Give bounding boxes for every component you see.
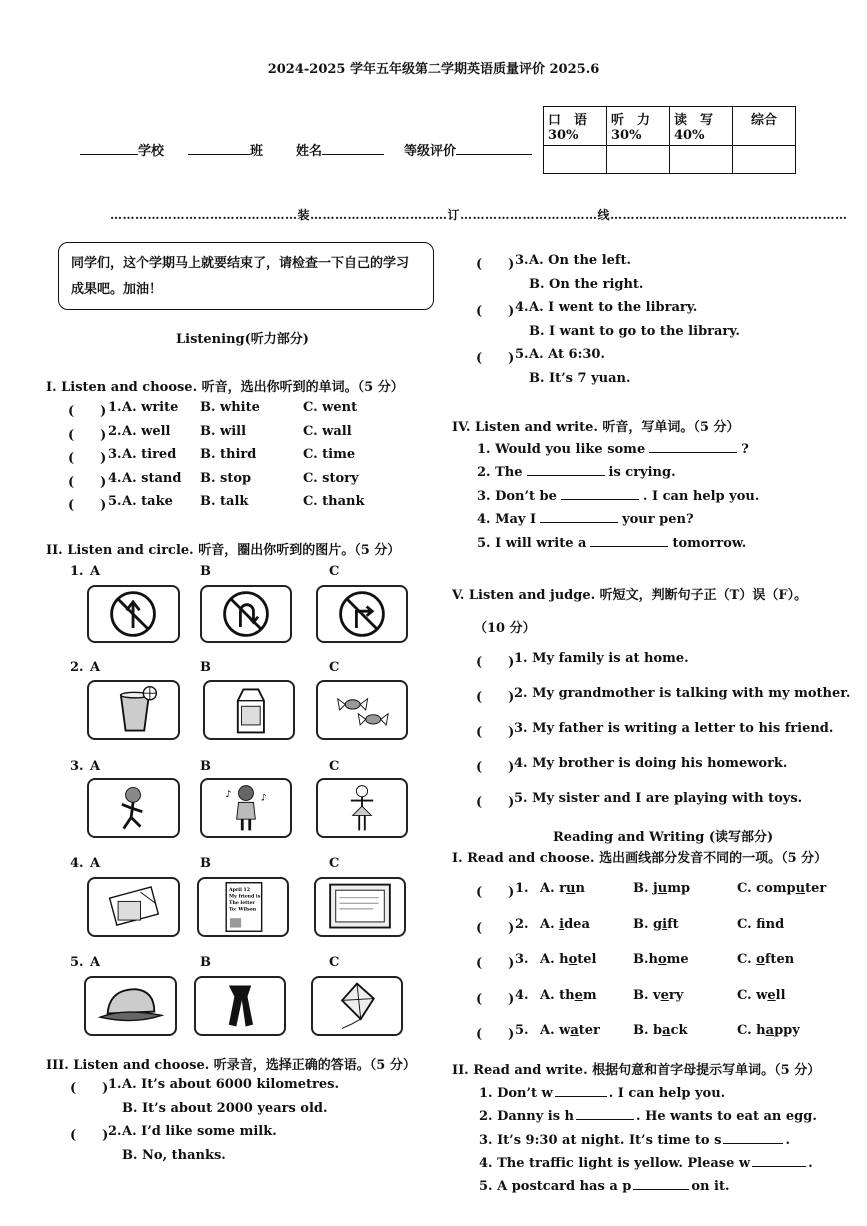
binding-line: ………………………………………装……………………………订……………………………线………………………………………………… [110, 208, 848, 222]
row-label-a: A [90, 564, 101, 579]
row-label-c: C [329, 759, 340, 774]
cap-picture[interactable] [84, 976, 177, 1036]
option-b: B. jump [633, 881, 691, 896]
item-number: 5. [515, 347, 529, 362]
sentence-start: 1. Would you like some [477, 442, 646, 457]
sentence-end: ? [741, 442, 749, 457]
item-number: 4. [108, 471, 122, 486]
l5-points: （10 分） [474, 621, 536, 636]
l2-title: II. Listen and circle. 听音，圈出你听到的图片。（5 分） [46, 543, 401, 558]
item-number: 4. [515, 300, 529, 315]
option-a: A. At 6:30. [529, 347, 605, 362]
option-b: B. stop [200, 471, 252, 486]
item-number: 5. [515, 1023, 529, 1038]
answer-blank[interactable] [561, 487, 639, 500]
statement: 3. My father is writing a letter to his friend. [514, 721, 834, 736]
row-label-a: A [90, 660, 101, 675]
row-number: 1. [70, 564, 84, 579]
l1-title: I. Listen and choose. 听音，选出你听到的单词。（5 分） [46, 380, 404, 395]
score-header-total: 综合 [733, 107, 796, 146]
option-b: B. third [200, 447, 257, 462]
item-number: 1. [108, 1077, 122, 1092]
write-line: 1. Don’t w . I can help you. [479, 1086, 726, 1101]
notice-box: 同学们，这个学期马上就要结束了，请检查一下自己的学习成果吧。加油！ [58, 242, 434, 310]
row-label-c: C [329, 955, 340, 970]
answer-paren[interactable]: ( ) [68, 475, 107, 490]
item-number: 2. [515, 917, 529, 932]
sentence-end: tomorrow. [672, 536, 747, 551]
write-line [477, 534, 746, 551]
answer-paren[interactable]: ( ) [476, 885, 515, 900]
option-c: C. often [737, 952, 795, 967]
option-c: C. story [303, 471, 359, 486]
name-label: 姓名 [296, 144, 323, 159]
answer-paren[interactable]: ( ) [476, 921, 515, 936]
item-number: 3. [515, 253, 529, 268]
score-header-oral: 口 语 30% [544, 107, 607, 146]
answer-blank[interactable] [527, 463, 605, 476]
option-c: C. computer [737, 881, 827, 896]
option-a: A. well [122, 424, 171, 439]
option-b: B. talk [200, 494, 249, 509]
name-field[interactable] [296, 140, 384, 159]
item-number: 1. [515, 881, 529, 896]
computer-screen-picture[interactable] [314, 877, 406, 937]
answer-blank[interactable] [723, 1131, 783, 1144]
dancing-girl-picture[interactable] [316, 778, 408, 838]
answer-blank[interactable] [555, 1084, 607, 1097]
statement: 1. My family is at home. [514, 651, 689, 666]
school-label: 学校 [138, 144, 165, 159]
answer-paren[interactable]: ( ) [476, 992, 515, 1007]
statement: 2. My grandmother is talking with my mother. [514, 686, 851, 701]
option-a: A. I went to the library. [529, 300, 698, 315]
running-girl-picture[interactable] [87, 778, 180, 838]
answer-blank[interactable] [752, 1154, 806, 1167]
option-a: A. write [122, 400, 179, 415]
answer-paren[interactable]: ( ) [476, 304, 515, 319]
sentence-start: 3. Don’t be [477, 489, 557, 504]
answer-blank[interactable] [540, 510, 618, 523]
no-straight-sign-picture[interactable] [87, 585, 180, 643]
answer-blank[interactable] [633, 1177, 689, 1190]
option-b: B. No, thanks. [122, 1148, 226, 1163]
score-table [543, 106, 796, 174]
write-line [477, 487, 759, 504]
letter-picture[interactable] [197, 877, 289, 937]
answer-paren[interactable]: ( ) [70, 1081, 109, 1096]
sentence-end: . I can help you. [642, 489, 760, 504]
row-label-c: C [329, 660, 340, 675]
score-cell[interactable] [607, 146, 670, 174]
row-label-b: B [200, 660, 211, 675]
letter-line: To: Wilson [229, 907, 257, 913]
postcard-picture[interactable] [87, 877, 180, 937]
answer-paren[interactable]: ( ) [476, 351, 515, 366]
option-c: C. went [303, 400, 358, 415]
row-label-b: B [200, 955, 211, 970]
answer-paren[interactable]: ( ) [476, 795, 515, 810]
l4-title: IV. Listen and write. 听音，写单词。（5 分） [452, 420, 740, 435]
item-number: 4. [515, 988, 529, 1003]
row-number: 3. [70, 759, 84, 774]
class-label: 班 [250, 144, 264, 159]
grade-label: 等级评价 [404, 144, 457, 159]
answer-paren[interactable]: ( ) [476, 1027, 515, 1042]
class-field[interactable] [188, 140, 263, 159]
sentence-end: your pen? [622, 512, 694, 527]
answer-paren[interactable]: ( ) [476, 257, 515, 272]
write-line: 2. Danny is h . He wants to eat an egg. [479, 1109, 817, 1124]
row-number: 2. [70, 660, 84, 675]
option-a: A. I’d like some milk. [122, 1124, 277, 1139]
option-a: A. It’s about 6000 kilometres. [122, 1077, 340, 1092]
r1-title: I. Read and choose. 选出画线部分发音不同的一项。（5 分） [452, 851, 828, 866]
row-label-b: B [200, 564, 211, 579]
score-cell[interactable] [733, 146, 796, 174]
option-b: B. On the right. [529, 277, 644, 292]
row-label-b: B [200, 856, 211, 871]
score-cell[interactable] [670, 146, 733, 174]
row-label-a: A [90, 856, 101, 871]
row-label-b: B [200, 759, 211, 774]
letter-line: The letter [229, 901, 255, 907]
juice-glass-picture[interactable] [87, 680, 180, 740]
option-c: C. thank [303, 494, 365, 509]
score-cell[interactable] [544, 146, 607, 174]
row-number: 5. [70, 955, 84, 970]
item-number: 3. [515, 952, 529, 967]
option-c: C. wall [303, 424, 352, 439]
score-header-rw: 读 写 40% [670, 107, 733, 146]
answer-paren[interactable]: ( ) [68, 404, 107, 419]
write-line [477, 440, 749, 457]
item-number: 2. [108, 1124, 122, 1139]
svg-text:♪: ♪ [225, 788, 232, 800]
milk-carton-picture[interactable] [203, 680, 295, 740]
option-a: A. them [540, 988, 597, 1003]
sentence-end: is crying. [608, 465, 676, 480]
answer-paren[interactable]: ( ) [68, 451, 107, 466]
l3-title: III. Listen and choose. 听录音，选择正确的答语。（5 分） [46, 1058, 416, 1073]
answer-blank[interactable] [649, 440, 737, 453]
option-b: B. very [633, 988, 684, 1003]
kite-picture[interactable] [311, 976, 403, 1036]
option-c: C. fnd [737, 917, 785, 932]
answer-paren[interactable]: ( ) [476, 655, 515, 670]
answer-paren[interactable]: ( ) [476, 690, 515, 705]
item-number: 5. [108, 494, 122, 509]
write-line [477, 510, 694, 527]
svg-text:♪: ♪ [260, 792, 267, 804]
option-c: C. time [303, 447, 356, 462]
option-a: A. water [540, 1023, 600, 1038]
letter-line: April 12 [229, 888, 250, 894]
option-b: B. white [200, 400, 260, 415]
answer-paren[interactable]: ( ) [68, 498, 107, 513]
option-b: B. I want to go to the library. [529, 324, 740, 339]
option-b: B. It’s about 2000 years old. [122, 1101, 328, 1116]
grade-field[interactable] [404, 140, 532, 159]
no-u-turn-sign-picture[interactable] [200, 585, 292, 643]
listening-title: Listening(听力部分) [176, 332, 309, 347]
option-c: C. happy [737, 1023, 800, 1038]
answer-paren[interactable]: ( ) [68, 428, 107, 443]
singing-girl-picture[interactable] [200, 778, 292, 838]
answer-blank[interactable] [590, 534, 668, 547]
option-a: A. On the left. [529, 253, 632, 268]
row-label-a: A [90, 759, 101, 774]
item-number: 2. [108, 424, 122, 439]
write-line [477, 463, 676, 480]
option-a: A. hotel [540, 952, 597, 967]
row-label-a: A [90, 955, 101, 970]
option-b: B. It’s 7 yuan. [529, 371, 631, 386]
item-number: 1. [108, 400, 122, 415]
row-label-c: C [329, 564, 340, 579]
row-label-c: C [329, 856, 340, 871]
l5-title: V. Listen and judge. 听短文，判断句子正（T）误（F）。 [452, 588, 808, 603]
statement: 4. My brother is doing his homework. [514, 756, 788, 771]
sentence-start: 2. The [477, 465, 523, 480]
sentence-start: 5. I will write a [477, 536, 587, 551]
no-right-turn-sign-picture[interactable] [316, 585, 408, 643]
score-header-listening: 听 力 30% [607, 107, 670, 146]
answer-blank[interactable] [576, 1107, 634, 1120]
option-a: A. stand [122, 471, 182, 486]
scarf-picture[interactable] [194, 976, 286, 1036]
school-field[interactable] [80, 140, 164, 159]
statement: 5. My sister and I are playing with toys. [514, 791, 803, 806]
answer-paren[interactable]: ( ) [476, 760, 515, 775]
option-b: B. back [633, 1023, 688, 1038]
rw-title: Reading and Writing (读写部分) [553, 830, 774, 845]
answer-paren[interactable]: ( ) [476, 956, 515, 971]
option-b: B. gift [633, 917, 679, 932]
option-b: B. will [200, 424, 247, 439]
answer-paren[interactable]: ( ) [476, 725, 515, 740]
option-a: A. idea [540, 917, 590, 932]
r2-title: II. Read and write. 根据句意和首字母提示写单词。（5 分） [452, 1063, 821, 1078]
write-line: 3. It’s 9:30 at night. It’s time to s . [479, 1133, 790, 1148]
item-number: 3. [108, 447, 122, 462]
candy-picture[interactable] [316, 680, 408, 740]
sentence-start: 4. May I [477, 512, 537, 527]
row-number: 4. [70, 856, 84, 871]
write-line: 4. The traffic light is yellow. Please w . [479, 1156, 813, 1171]
option-a: A. tired [122, 447, 177, 462]
option-c: C. well [737, 988, 786, 1003]
page-title: 2024-2025 学年五年级第二学期英语质量评价 2025.6 [267, 62, 600, 77]
option-a: A. run [540, 881, 585, 896]
option-a: A. take [122, 494, 173, 509]
answer-paren[interactable]: ( ) [70, 1128, 109, 1143]
letter-line: My friend is [229, 894, 261, 900]
option-b: B.home [633, 952, 689, 967]
write-line: 5. A postcard has a p on it. [479, 1179, 730, 1194]
